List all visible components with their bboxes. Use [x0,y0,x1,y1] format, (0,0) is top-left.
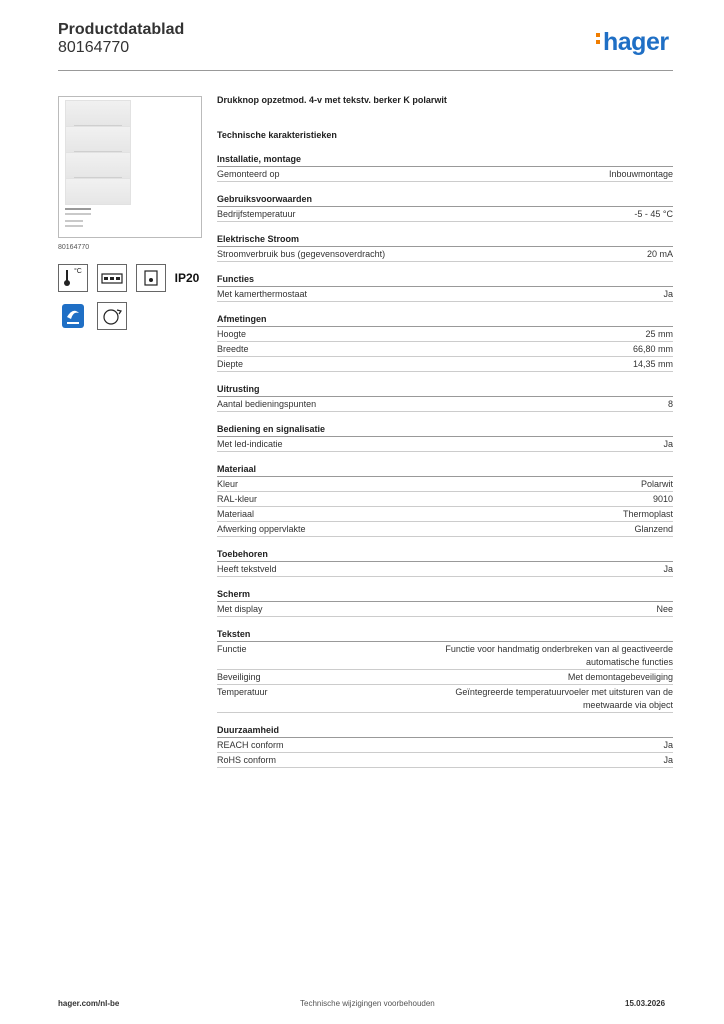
spec-row [217,685,673,713]
spec-label: Breedte [217,344,249,354]
product-image-detail [65,220,83,222]
spec-row [217,167,673,182]
spec-value: 20 mA [646,249,673,259]
spec-value: Polarwit [640,479,673,489]
spec-label: REACH conform [217,740,284,750]
thermometer-icon [58,264,88,292]
eco-icon [58,302,88,330]
footer-website[interactable]: hager.com/nl-be [58,999,120,1008]
spec-value: Ja [663,439,673,449]
spec-value: 14,35 mm [632,359,673,369]
spec-value: Thermoplast [622,509,673,519]
section-sustainability [217,724,673,768]
spec-value: Ja [663,740,673,750]
footer-date: 15.03.2026 [625,999,666,1008]
footer-disclaimer: Technische wijzigingen voorbehouden [300,999,435,1008]
spec-row [217,397,673,412]
section-title: Teksten [217,628,673,642]
spec-value: Nee [656,604,673,614]
spec-row [217,287,673,302]
section-functions [217,273,673,302]
spec-row [217,492,673,507]
section-conditions [217,193,673,222]
specifications [217,95,673,779]
product-image-rocker [65,126,131,153]
product-number: 80164770 [58,39,130,56]
section-title: Duurzaamheid [217,724,673,738]
product-image-rocker [65,178,131,205]
spec-row [217,477,673,492]
spec-label: Temperatuur [217,687,268,697]
spec-row [217,562,673,577]
section-operation [217,423,673,452]
spec-row [217,507,673,522]
product-image-detail [65,213,91,215]
keypad-icon [97,264,127,292]
section-dimensions [217,313,673,372]
spec-row [217,670,673,685]
product-image-detail [65,208,91,210]
spec-label: Met kamerthermostaat [217,289,308,299]
spec-label: Hoogte [217,329,247,339]
section-equipment [217,383,673,412]
section-accessories [217,548,673,577]
spec-label: Gemonteerd op [217,169,280,179]
spec-value: Geïntegreerde temperatuurvoeler met uitsturen van de meetwaarde via object [455,687,673,710]
spec-value: Ja [663,564,673,574]
section-title: Gebruiksvoorwaarden [217,193,673,207]
product-title: Drukknop opzetmod. 4-v met tekstv. berker K polarwit [217,95,447,105]
spec-value: Inbouwmontage [608,169,673,179]
product-image [58,96,202,238]
ip20-icon [172,264,202,292]
spec-label: Aantal bedieningspunten [217,399,317,409]
section-title: Elektrische Stroom [217,233,673,247]
section-title: Uitrusting [217,383,673,397]
spec-label: Beveiliging [217,672,261,682]
spec-row [217,602,673,617]
room-thermostat-icon [136,264,166,292]
spec-label: Kleur [217,479,239,489]
section-title: Scherm [217,588,673,602]
spec-value: Functie voor handmatig onderbreken van al geactiveerde automatische functies [445,644,673,667]
spec-value: Ja [663,289,673,299]
spec-row [217,522,673,537]
spec-row [217,642,673,670]
spec-row [217,753,673,768]
spec-label: RoHS conform [217,755,277,765]
spec-label: Heeft tekstveld [217,564,277,574]
image-caption: 80164770 [58,244,90,251]
spec-value: -5 - 45 °C [634,209,673,219]
spec-value: Glanzend [634,524,673,534]
header-divider [58,70,673,71]
spec-value: Ja [663,755,673,765]
section-title: Materiaal [217,463,673,477]
spec-label: Afwerking oppervlakte [217,524,306,534]
section-material [217,463,673,537]
product-image-rocker [65,152,131,179]
spec-value: 9010 [652,494,673,504]
section-screen [217,588,673,617]
spec-value: 66,80 mm [632,344,673,354]
spec-row [217,247,673,262]
spec-label: Met led-indicatie [217,439,283,449]
page-title: Productdatablad [58,21,185,38]
thermometer-icon-label: °C [74,268,82,275]
section-installation [217,153,673,182]
section-title: Toebehoren [217,548,673,562]
section-title: Functies [217,273,673,287]
ip20-label: IP20 [174,271,200,285]
logo-dots [596,30,601,47]
spec-row [217,327,673,342]
spec-label: Materiaal [217,509,255,519]
hager-logo [596,28,669,57]
spec-label: Stroomverbruik bus (gegevensoverdracht) [217,249,386,259]
section-electrical [217,233,673,262]
spec-row [217,357,673,372]
spec-label: Met display [217,604,263,614]
spec-row [217,437,673,452]
spec-label: RAL-kleur [217,494,258,504]
spec-value: 8 [667,399,673,409]
spec-label: Bedrijfstemperatuur [217,209,296,219]
spec-label: Functie [217,644,247,654]
rotation-icon [97,302,127,330]
spec-row [217,738,673,753]
technical-heading: Technische karakteristieken [217,130,337,140]
section-title: Afmetingen [217,313,673,327]
product-image-detail [65,225,83,227]
spec-value: Met demontagebeveiliging [567,672,673,682]
spec-value: 25 mm [645,329,673,339]
logo-text: hager [603,28,669,56]
product-image-rocker [65,100,131,127]
section-texts [217,628,673,713]
section-title: Installatie, montage [217,153,673,167]
spec-row [217,207,673,222]
section-title: Bediening en signalisatie [217,423,673,437]
spec-label: Diepte [217,359,244,369]
spec-row [217,342,673,357]
